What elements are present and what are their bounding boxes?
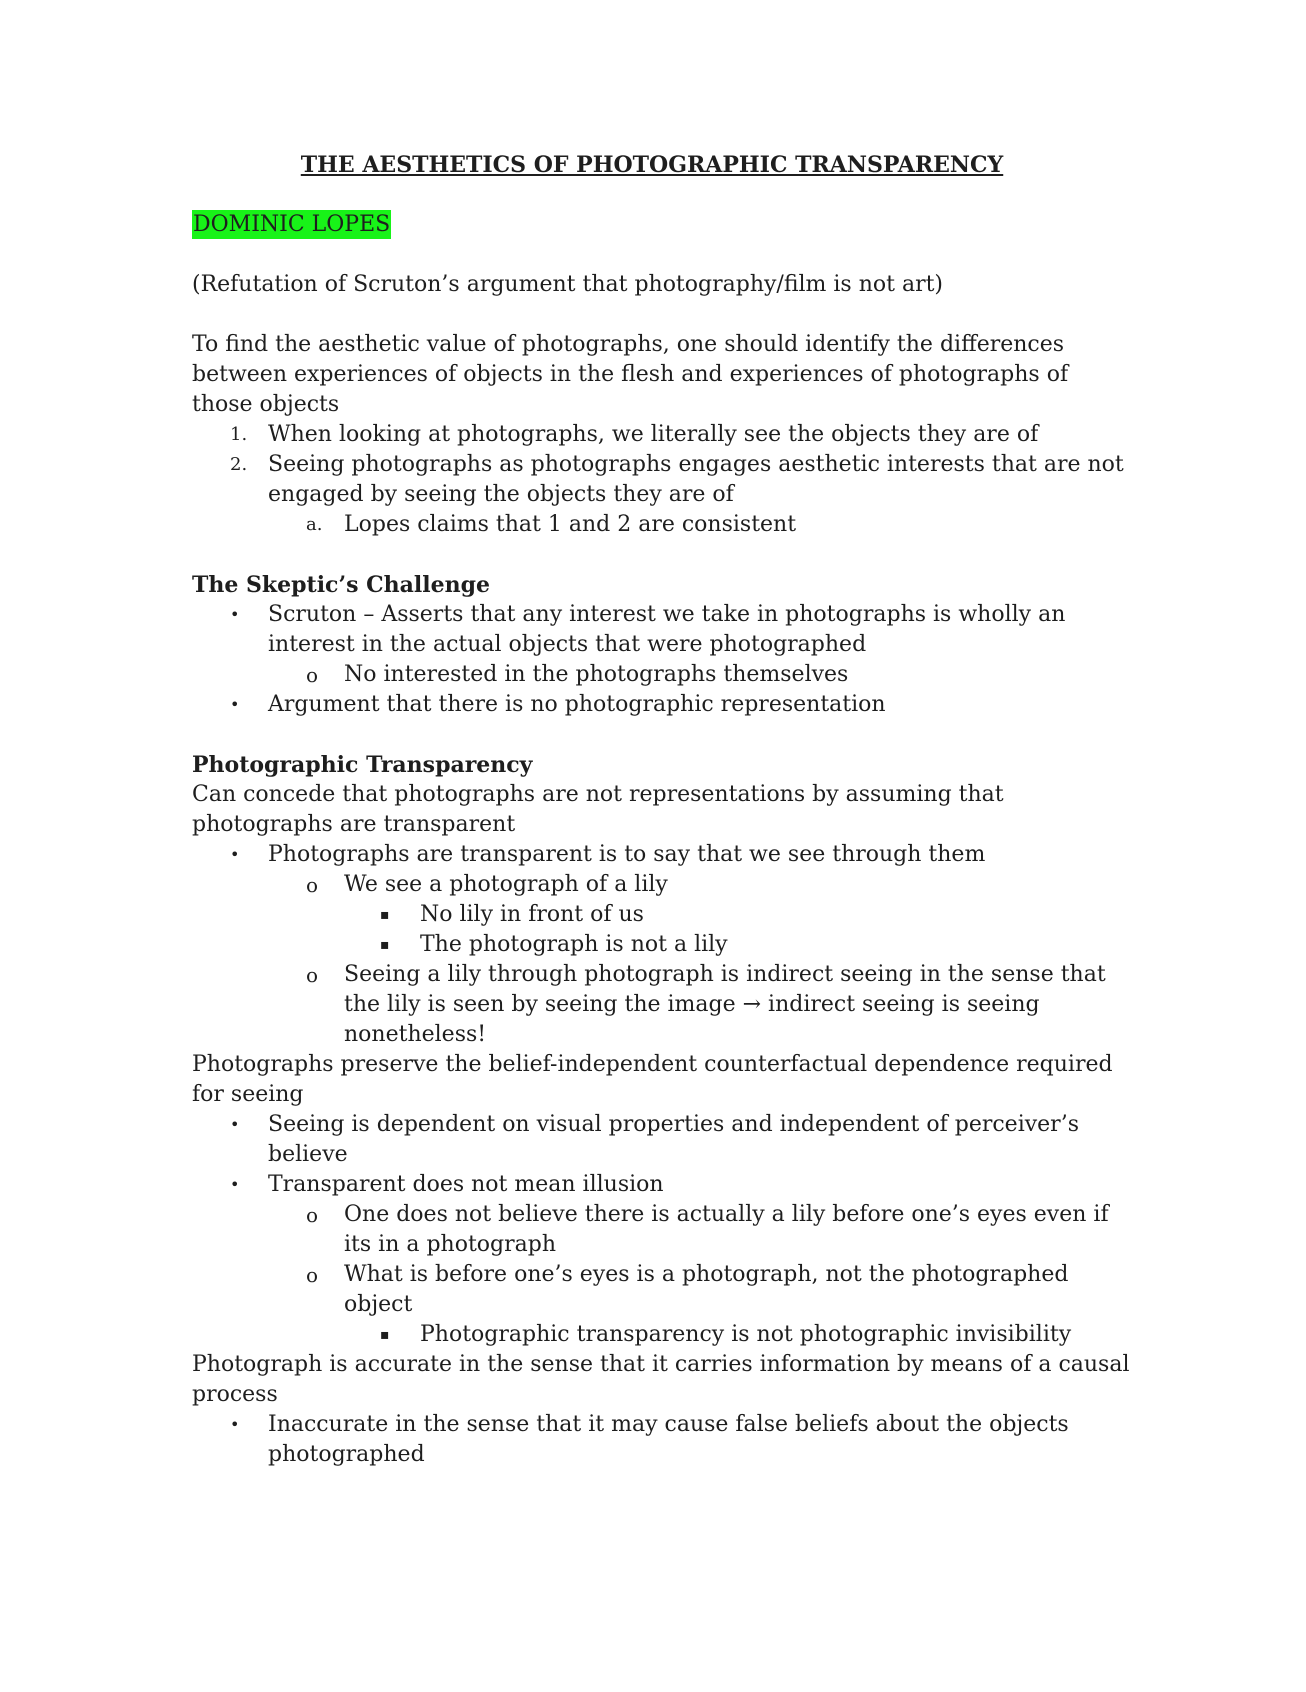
section-paragraph: Photographs preserve the belief-independent counterfactual dependence required for seeing [192,1052,1113,1107]
bullet-text: Inaccurate in the sense that it may cause false beliefs about the objects photographed [268,1412,1069,1467]
spacer [192,720,1132,750]
sub-bullet-text: Seeing a lily through photograph is indirect seeing in the sense that the lily is seen by seeing the image → indirect seeing is seeing nonetheless! [344,962,1106,1047]
list-item-text: Lopes claims that 1 and 2 are consistent [344,512,797,537]
bullet-marker: • [230,605,240,624]
intro-list-item-1 [192,420,1132,450]
bullet-marker: • [230,1115,240,1134]
intro-list-item-2 [192,450,1132,510]
bullet-text: Transparent does not mean illusion [268,1172,664,1197]
sub-bullet-text: No interested in the photographs themselves [344,662,849,687]
author-highlight: DOMINIC LOPES [193,212,391,237]
section-paragraph: Photograph is accurate in the sense that it carries information by means of a causal process [192,1352,1130,1407]
bullet-text: Argument that there is no photographic representation [268,692,886,717]
subtitle-note: (Refutation of Scruton’s argument that photography/film is not art) [192,272,944,297]
list-item-text: Seeing photographs as photographs engages aesthetic interests that are not engaged by seeing the objects they are of [268,452,1124,507]
square-bullet-marker: ▪ [380,937,390,953]
author-name [192,210,1132,240]
sub-bullet-marker: o [306,1203,319,1227]
spacer [192,540,1132,570]
document-title: THE AESTHETICS OF PHOTOGRAPHIC TRANSPARENCY [300,152,1004,178]
bullet-text: Photographs are transparent is to say that we see through them [268,842,986,867]
list-marker: 2. [230,454,248,475]
sub-bullet-item [192,960,1132,1050]
bullet-marker: • [230,695,240,714]
list-marker: a. [306,514,323,535]
bullet-marker: • [230,845,240,864]
sub-sub-bullet-text: The photograph is not a lily [420,932,728,957]
sub-sub-bullet-item [192,1320,1132,1350]
square-bullet-marker: ▪ [380,1327,390,1343]
sub-bullet-marker: o [306,663,319,687]
intro-paragraph: To find the aesthetic value of photographs, one should identify the differences between experiences of objects in the flesh and experiences of photographs of those objects [192,332,1069,417]
section-paragraph: Can concede that photographs are not representations by assuming that photographs are transparent [192,782,1004,837]
sub-bullet-item [192,1200,1132,1260]
intro-list-subitem-a [192,510,1132,540]
bullet-text: Scruton – Asserts that any interest we take in photographs is wholly an interest in the actual objects that were photographed [268,602,1066,657]
bullet-item [192,1410,1132,1470]
list-item-text: When looking at photographs, we literally see the objects they are of [268,422,1039,447]
bullet-item [192,840,1132,870]
sub-sub-bullet-text: No lily in front of us [420,902,644,927]
document-body [192,150,1132,1470]
sub-bullet-item [192,660,1132,690]
sub-bullet-text: What is before one’s eyes is a photograph, not the photographed object [344,1262,1069,1317]
sub-bullet-marker: o [306,1263,319,1287]
section-heading-skeptics-challenge: The Skeptic’s Challenge [192,572,490,598]
sub-bullet-item [192,870,1132,900]
section-heading-photographic-transparency: Photographic Transparency [192,752,533,778]
bullet-item [192,1170,1132,1200]
bullet-item [192,1110,1132,1170]
list-marker: 1. [230,424,248,445]
bullet-text: Seeing is dependent on visual properties and independent of perceiver’s believe [268,1112,1079,1167]
sub-sub-bullet-item [192,930,1132,960]
bullet-marker: • [230,1415,240,1434]
square-bullet-marker: ▪ [380,907,390,923]
spacer [192,300,1132,330]
sub-bullet-item [192,1260,1132,1320]
sub-bullet-marker: o [306,963,319,987]
bullet-item [192,600,1132,660]
bullet-item [192,690,1132,720]
sub-bullet-text: One does not believe there is actually a lily before one’s eyes even if its in a photograph [344,1202,1109,1257]
sub-sub-bullet-text: Photographic transparency is not photographic invisibility [420,1322,1072,1347]
bullet-marker: • [230,1175,240,1194]
sub-sub-bullet-item [192,900,1132,930]
sub-bullet-marker: o [306,873,319,897]
sub-bullet-text: We see a photograph of a lily [344,872,668,897]
